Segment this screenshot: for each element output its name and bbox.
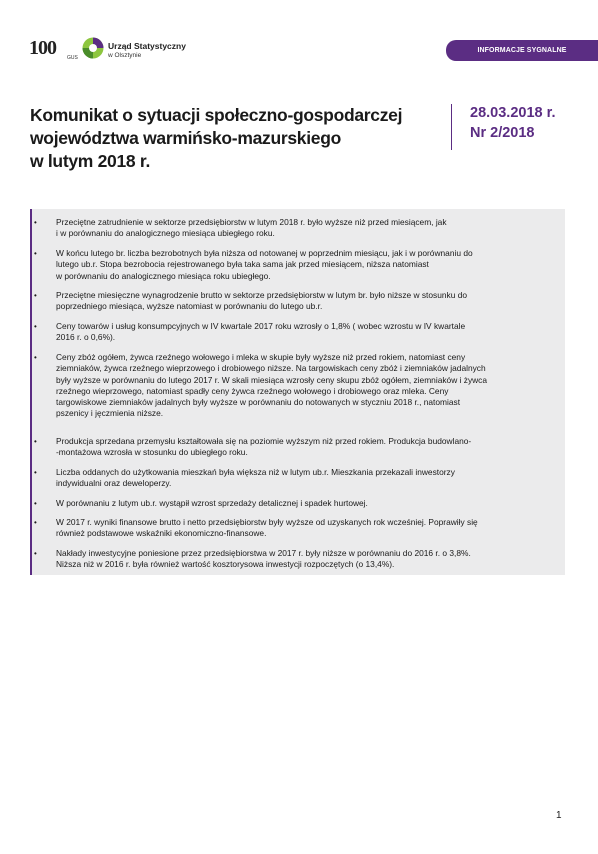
summary-item-line: poprzedniego miesiąca, wyższe natomiast w porównaniu do lutego ub.r. xyxy=(56,301,323,312)
publication-type-badge: INFORMACJE SYGNALNE xyxy=(446,40,598,61)
summary-item xyxy=(34,290,558,313)
summary-item xyxy=(34,321,558,344)
summary-item xyxy=(34,548,558,571)
summary-item-line: Nakłady inwestycyjne poniesione przez przedsiębiorstwa w 2017 r. były niższe w porównaniu do 2016 r. o 3,8%. xyxy=(56,548,471,558)
summary-box xyxy=(30,209,565,575)
bullet-icon: • xyxy=(34,518,37,527)
summary-item-line: pszenicy i jęczmienia niższe. xyxy=(56,408,164,419)
summary-item xyxy=(34,498,558,509)
page-number: 1 xyxy=(556,810,562,821)
summary-item-line: W 2017 r. wyniki finansowe brutto i netto przedsiębiorstw były wyższe od uzyskanych rok wcześniej. Poprawiły się xyxy=(56,517,478,527)
summary-item xyxy=(34,467,558,490)
summary-item-line: -montażowa wzrosła w stosunku do ubiegłego roku. xyxy=(56,447,248,458)
summary-item xyxy=(34,352,558,420)
summary-item-line: W porównaniu z lutym ub.r. wystąpił wzrost sprzedaży detalicznej i spadek hurtowej. xyxy=(56,498,368,508)
summary-item-line: 2016 r. o 0,6%). xyxy=(56,332,116,343)
issue-number: Nr 2/2018 xyxy=(470,125,535,141)
summary-item-line: ziemniaków, żywca rzeźnego wieprzowego i drobiowego niższe. Na targowiskach ceny zbóż i ziemniaków jadalnych xyxy=(56,363,486,374)
summary-item-line: Przeciętne zatrudnienie w sektorze przedsiębiorstw w lutym 2018 r. było wyższe niż przed miesiącem, jak xyxy=(56,217,447,227)
logo100-number: 100 xyxy=(29,37,56,59)
bullet-icon: • xyxy=(34,468,37,477)
summary-item xyxy=(34,436,558,459)
page-title xyxy=(30,104,430,173)
summary-item xyxy=(34,217,558,240)
office-name xyxy=(108,41,186,60)
bullet-icon: • xyxy=(34,291,37,300)
summary-item-line: Ceny towarów i usług konsumpcyjnych w IV kwartale 2017 roku wzrosły o 1,8% ( wobec wzrostu w IV kwartale xyxy=(56,321,466,331)
title-line: województwa warmińsko-mazurskiego xyxy=(30,128,342,148)
logo100-sub: GUS xyxy=(67,55,78,61)
title-line: Komunikat o sytuacji społeczno-gospodarczej xyxy=(30,105,403,125)
summary-item-line: indywidualni oraz deweloperzy. xyxy=(56,478,172,489)
summary-item-line: były wyższe w porównaniu do lutego 2017 r. W skali miesiąca wzrosły ceny skupu zbóż ogółem, ziemniaków i żywca xyxy=(56,374,488,385)
summary-item-line: również podstawowe wskaźniki ekonomiczno-finansowe. xyxy=(56,528,267,539)
bullet-icon: • xyxy=(34,499,37,508)
title-line: w lutym 2018 r. xyxy=(30,151,151,171)
bullet-icon: • xyxy=(34,218,37,227)
summary-item-line: Produkcja sprzedana przemysłu kształtowała się na poziomie wyższym niż przed rokiem. Produkcja budowlano- xyxy=(56,436,472,446)
summary-item-line: targowiskowe ziemniaków jadalnych były wyższe w porównaniu do notowanych w styczniu 2018 r., natomiast xyxy=(56,397,461,408)
bullet-icon: • xyxy=(34,322,37,331)
summary-item-line: lutego ub.r. Stopa bezrobocia rejestrowanego była taka sama jak przed miesiącem, niższa natomiast xyxy=(56,259,429,270)
summary-item-line: i w porównaniu do analogicznego miesiąca ubiegłego roku. xyxy=(56,228,275,239)
summary-item xyxy=(34,248,558,282)
bullet-icon: • xyxy=(34,249,37,258)
summary-item-line: w porównaniu do analogicznego miesiąca roku ubiegłego. xyxy=(56,270,271,281)
summary-item-line: Ceny zbóż ogółem, żywca rzeźnego wołowego i mleka w skupie były wyższe niż przed rokiem, natomiast ceny xyxy=(56,352,466,362)
summary-item-line: Przeciętne miesięczne wynagrodzenie brutto w sektorze przedsiębiorstw w lutym br. było niższe w stosunku do xyxy=(56,290,468,300)
summary-item-line: Niższa niż w 2016 r. była również wartość kosztorysowa inwestycji rozpoczętych (o 13,4%). xyxy=(56,559,395,570)
office-name-line1: Urząd Statystyczny xyxy=(108,41,186,51)
summary-item xyxy=(34,517,558,540)
publication-date: 28.03.2018 r. xyxy=(470,105,556,121)
summary-item-line: W końcu lutego br. liczba bezrobotnych była niższa od notowanej w poprzednim miesiącu, jak i w porównaniu do xyxy=(56,248,473,258)
bullet-icon: • xyxy=(34,437,37,446)
gus-emblem-icon xyxy=(82,37,104,59)
summary-item-line: rzeźnego wieprzowego, natomiast spadły ceny żywca rzeźnego wołowego i drobiowego oraz mleka. Ceny xyxy=(56,385,449,396)
bullet-icon: • xyxy=(34,549,37,558)
summary-item-line: Liczba oddanych do użytkowania mieszkań była większa niż w lutym ub.r. Mieszkania przekazali inwestorzy xyxy=(56,467,455,477)
office-name-line2: w Olsztynie xyxy=(108,52,142,59)
bullet-icon: • xyxy=(34,353,37,362)
title-divider xyxy=(451,104,452,150)
